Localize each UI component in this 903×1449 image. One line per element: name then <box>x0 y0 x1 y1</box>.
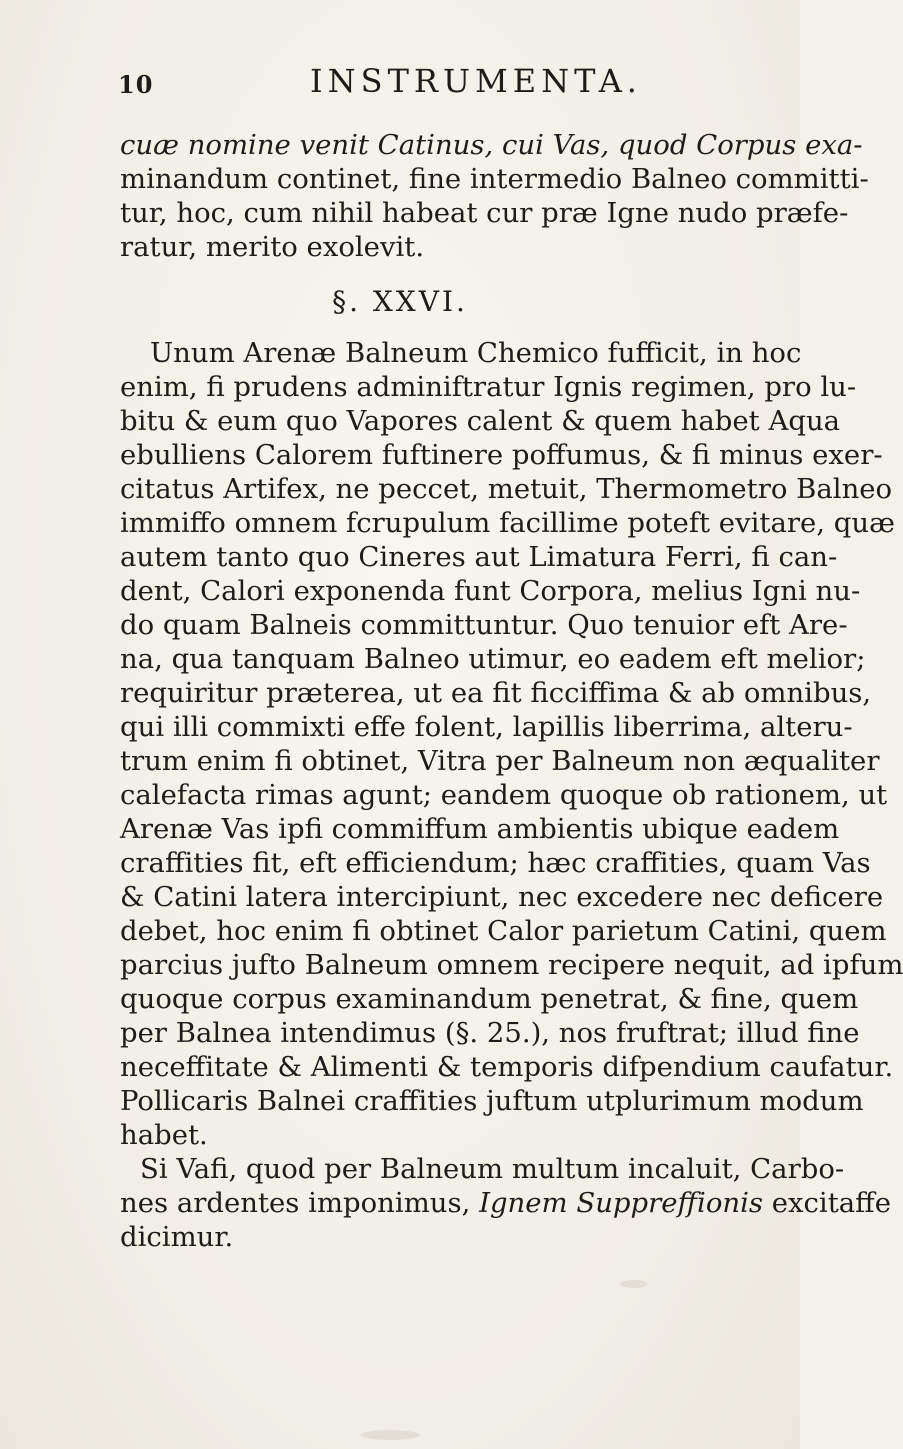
text-line: parcius jufto Balneum omnem recipere nequit, ad ipfum <box>120 949 903 981</box>
text-line: Unum Arenæ Balneum Chemico fufficit, in hoc <box>150 337 802 369</box>
text-line: craffities fit, eft efficiendum; hæc craffities, quam Vas <box>120 847 871 879</box>
text-line: Pollicaris Balnei craffities juftum utplurimum modum <box>120 1085 864 1117</box>
text-line: & Catini latera intercipiunt, nec excedere nec deficere <box>120 881 884 913</box>
text-line: calefacta rimas agunt; eandem quoque ob rationem, ut <box>120 779 888 811</box>
text-line: immiffo omnem fcrupulum facillime poteft evitare, quæ <box>120 507 895 539</box>
text-line: autem tanto quo Cineres aut Limatura Ferri, fi can- <box>120 541 838 573</box>
text-line: do quam Balneis committuntur. Quo tenuior eft Are- <box>120 609 848 641</box>
running-head: INSTRUMENTA. <box>310 62 642 100</box>
text-line: tur, hoc, cum nihil habeat cur præ Igne nudo præfe- <box>120 197 849 229</box>
text-line: per Balnea intendimus (§. 25.), nos fruftrat; illud fine <box>120 1017 860 1049</box>
text-line: Si Vafi, quod per Balneum multum incaluit, Carbo- <box>140 1153 845 1185</box>
text-line: minandum continet, fine intermedio Balneo committi- <box>120 163 869 195</box>
text-line: habet. <box>120 1119 208 1151</box>
text-line: trum enim fi obtinet, Vitra per Balneum non æqualiter <box>120 745 880 777</box>
page-header <box>118 62 738 102</box>
text-line <box>120 1186 891 1220</box>
section-heading: §. XXVI. <box>332 285 468 318</box>
text-line: na, qua tanquam Balneo utimur, eo eadem eft melior; <box>120 643 866 675</box>
text-line: cuæ nomine venit Catinus, cui Vas, quod Corpus exa- <box>120 129 863 161</box>
text-line: ratur, merito exolevit. <box>120 231 425 263</box>
text-segment: nes ardentes imponimus, <box>120 1187 471 1219</box>
text-line: citatus Artifex, ne peccet, metuit, Thermometro Balneo <box>120 473 893 505</box>
text-segment: excitaffe <box>771 1187 891 1219</box>
text-line: Arenæ Vas ipfi commiffum ambientis ubique eadem <box>120 813 840 845</box>
paper-blemish <box>620 1280 648 1288</box>
text-line: bitu & eum quo Vapores calent & quem habet Aqua <box>120 405 841 437</box>
text-line: qui illi commixti effe folent, lapillis liberrima, alteru- <box>120 711 853 743</box>
text-line: dent, Calori exponenda funt Corpora, melius Igni nu- <box>120 575 861 607</box>
text-line: enim, fi prudens adminiftratur Ignis regimen, pro lu- <box>120 371 857 403</box>
italic-term: Ignem Suppreffionis <box>479 1187 763 1219</box>
text-line: requiritur præterea, ut ea fit ficciffima & ab omnibus, <box>120 677 872 709</box>
text-line: dicimur. <box>120 1221 234 1253</box>
paper-blemish <box>360 1430 420 1440</box>
text-line: quoque corpus examinandum penetrat, & fine, quem <box>120 983 859 1015</box>
page-number: 10 <box>118 70 154 99</box>
text-line: neceffitate & Alimenti & temporis difpendium caufatur. <box>120 1051 894 1083</box>
text-line: debet, hoc enim fi obtinet Calor parietum Catini, quem <box>120 915 887 947</box>
text-line: ebulliens Calorem fuftinere poffumus, & fi minus exer- <box>120 439 883 471</box>
